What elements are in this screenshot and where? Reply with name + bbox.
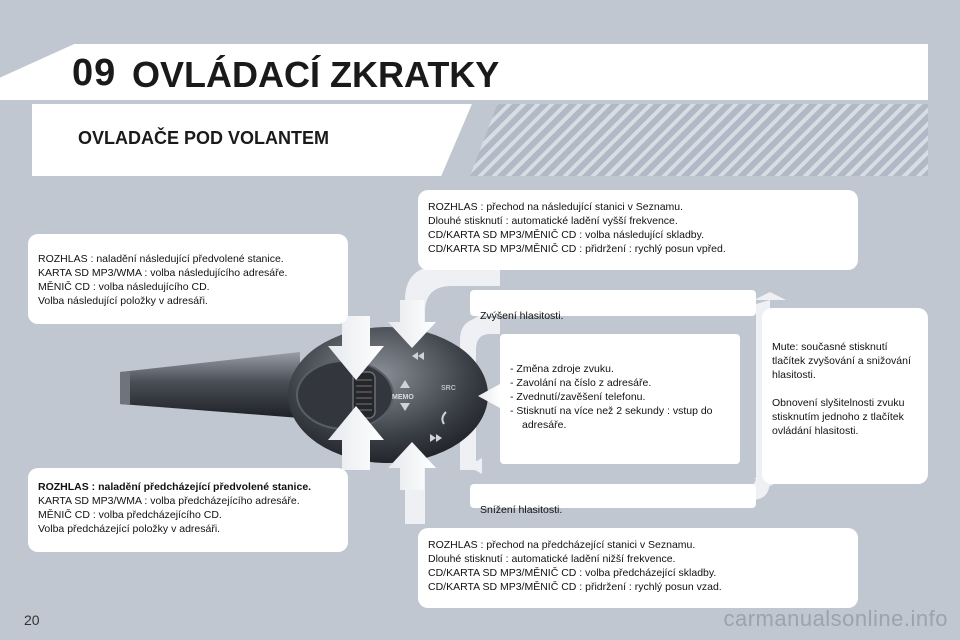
list-item: - Stisknutí na více než 2 sekundy : vstup do adresáře.: [510, 405, 713, 431]
text-line: Obnovení slyšitelnosti zvuku stisknutím jednoho z tlačítek ovládání hlasitosti.: [772, 397, 905, 437]
arrow-mute-up: [754, 292, 786, 300]
text-line: CD/KARTA SD MP3/MĚNIČ CD : přidržení : rychlý posun vpřed.: [428, 243, 726, 255]
text-line: KARTA SD MP3/WMA : volba následujícího adresáře.: [38, 267, 288, 279]
box-volume-up: [470, 290, 756, 322]
chapter-number: 09: [72, 52, 117, 94]
box-next-station: [418, 190, 858, 270]
text-line: Dlouhé stisknutí : automatické ladění nižší frekvence.: [428, 553, 676, 565]
box-previous-preset: [28, 468, 348, 552]
memo-label: MEMO: [392, 394, 414, 401]
box-next-preset: [28, 234, 348, 324]
text-line: CD/KARTA SD MP3/MĚNIČ CD : volba následující skladby.: [428, 229, 705, 241]
memo-pad: [297, 361, 393, 429]
box-mute: [762, 308, 928, 484]
text-line: ROZHLAS : naladění následující předvolené stanice.: [38, 253, 284, 265]
text-line: Mute: současné stisknutí tlačítek zvyšování a snižování hlasitosti.: [772, 341, 911, 381]
text-line: Dlouhé stisknutí : automatické ladění vyšší frekvence.: [428, 215, 678, 227]
list-item: - Zavolání na číslo z adresáře.: [510, 377, 652, 389]
list-item: - Změna zdroje zvuku.: [510, 363, 614, 375]
text-line: Volba následující položky v adresáři.: [38, 295, 208, 307]
stalk-shaft: [120, 352, 300, 418]
page-number: 20: [24, 612, 40, 628]
text-line: MĚNIČ CD : volba předcházejícího CD.: [38, 509, 222, 521]
text-line: Zvýšení hlasitosti.: [480, 309, 564, 322]
box-source-change: [500, 334, 740, 464]
text-line: ROZHLAS : přechod na předcházející stanici v Seznamu.: [428, 539, 696, 551]
text-line: MĚNIČ CD : volba následujícího CD.: [38, 281, 210, 293]
watermark: carmanualsonline.info: [723, 606, 948, 631]
text-line: Snížení hlasitosti.: [480, 503, 563, 516]
section-title: OVLADAČE POD VOLANTEM: [78, 128, 330, 148]
chapter-title: OVLÁDACÍ ZKRATKY: [132, 54, 500, 95]
source-list: [510, 362, 730, 432]
src-label: SRC: [441, 385, 456, 392]
box-previous-station: [418, 528, 858, 608]
list-item: - Zvednutí/zavěšení telefonu.: [510, 391, 646, 403]
text-line: CD/KARTA SD MP3/MĚNIČ CD : volba předcházející skladby.: [428, 567, 717, 579]
text-line: Volba předcházející položky v adresáři.: [38, 523, 221, 535]
text-line: ROZHLAS : naladění předcházející předvolené stanice.: [38, 481, 312, 493]
text-line: CD/KARTA SD MP3/MĚNIČ CD : přidržení : rychlý posun vzad.: [428, 581, 722, 593]
box-volume-down: [470, 484, 756, 516]
text-line: KARTA SD MP3/WMA : volba předcházejícího adresáře.: [38, 495, 300, 507]
text-line: ROZHLAS : přechod na následující stanici v Seznamu.: [428, 201, 684, 213]
